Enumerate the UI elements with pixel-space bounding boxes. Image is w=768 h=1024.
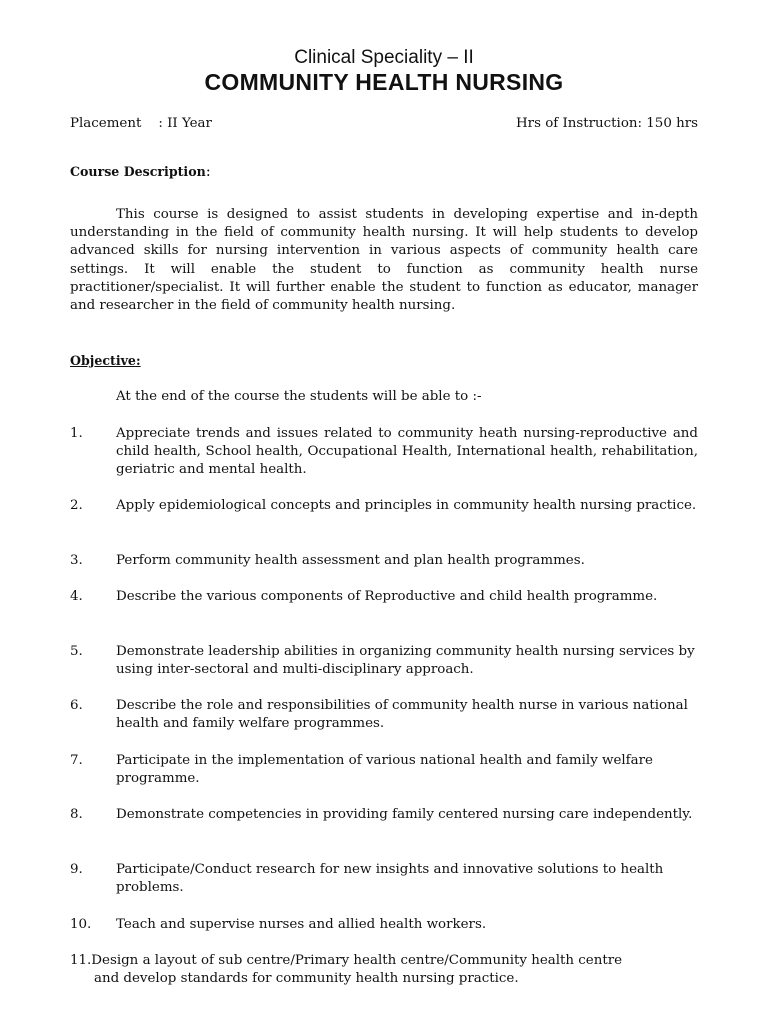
objective-number: 11.	[70, 953, 92, 968]
course-description-heading	[70, 162, 211, 181]
objective-item	[70, 552, 698, 570]
objective-number: 6.	[70, 698, 83, 713]
objective-text: Apply epidemiological concepts and principles in community health nursing practice.	[116, 498, 697, 513]
objective-item	[70, 752, 698, 788]
objective-item	[70, 861, 698, 897]
objective-item	[70, 497, 698, 515]
objective-item	[70, 588, 698, 606]
objective-text: Describe the role and responsibilities of community health nurse in various national health and family welfare programmes.	[116, 698, 688, 732]
objective-text: Teach and supervise nurses and allied health workers.	[116, 917, 487, 932]
objective-number: 1.	[70, 426, 83, 441]
objective-item	[70, 425, 698, 480]
objective-text: Appreciate trends and issues related to community heath nursing-reproductive and child health, School health, Occupational Health, International health, rehabilitation, geriatric and mental health.	[116, 426, 698, 478]
objective-heading	[70, 352, 141, 370]
course-title: COMMUNITY HEALTH NURSING	[204, 69, 564, 95]
objective-intro: At the end of the course the students will be able to :-	[116, 389, 482, 404]
objective-text-line1: Design a layout of sub centre/Primary health centre/Community health centre	[91, 953, 623, 968]
objective-heading-text: Objective	[70, 353, 136, 368]
objective-item	[70, 806, 698, 824]
placement-info: Placement : II Year	[70, 116, 212, 131]
objective-number: 10.	[70, 917, 92, 932]
objective-item	[70, 952, 710, 988]
course-description-text: This course is designed to assist students in developing expertise and in-depth understanding in the field of community health nursing. It will help students to develop advanced skills for nursing intervention in various aspects of community health care settings. It will enable the student to function as community health nurse practitioner/specialist. It will further enable the student to function as educator, manager and researcher in the field of community health nursing.	[70, 207, 698, 314]
objective-number: 9.	[70, 862, 83, 877]
objective-item	[70, 643, 698, 679]
objective-number: 7.	[70, 753, 83, 768]
objective-text-line2: and develop standards for community health nursing practice.	[94, 971, 519, 987]
course-meta	[70, 115, 698, 135]
objective-number: 4.	[70, 589, 83, 604]
course-subtitle: Clinical Speciality – II	[294, 47, 474, 68]
objective-text: Participate in the implementation of various national health and family welfare programme.	[116, 753, 653, 787]
objective-text: Perform community health assessment and plan health programmes.	[116, 553, 585, 568]
objective-text: Demonstrate leadership abilities in organizing community health nursing services by using inter-sectoral and multi-disciplinary approach.	[116, 644, 695, 678]
objective-item	[70, 697, 698, 733]
objective-text: Describe the various components of Reproductive and child health programme.	[116, 589, 658, 604]
objective-item	[70, 916, 698, 934]
objective-text: Demonstrate competencies in providing family centered nursing care independently.	[116, 807, 693, 822]
objective-number: 8.	[70, 807, 83, 822]
course-description-colon: :	[205, 162, 211, 180]
objective-number: 5.	[70, 644, 83, 659]
hours-info: Hrs of Instruction: 150 hrs	[515, 116, 698, 131]
objective-heading-colon: :	[135, 353, 141, 368]
objective-number: 3.	[70, 553, 83, 568]
objective-number: 2.	[70, 498, 83, 513]
course-description-heading-text: Course Description	[70, 164, 206, 179]
objective-text: Participate/Conduct research for new insights and innovative solutions to health problems.	[116, 862, 664, 896]
